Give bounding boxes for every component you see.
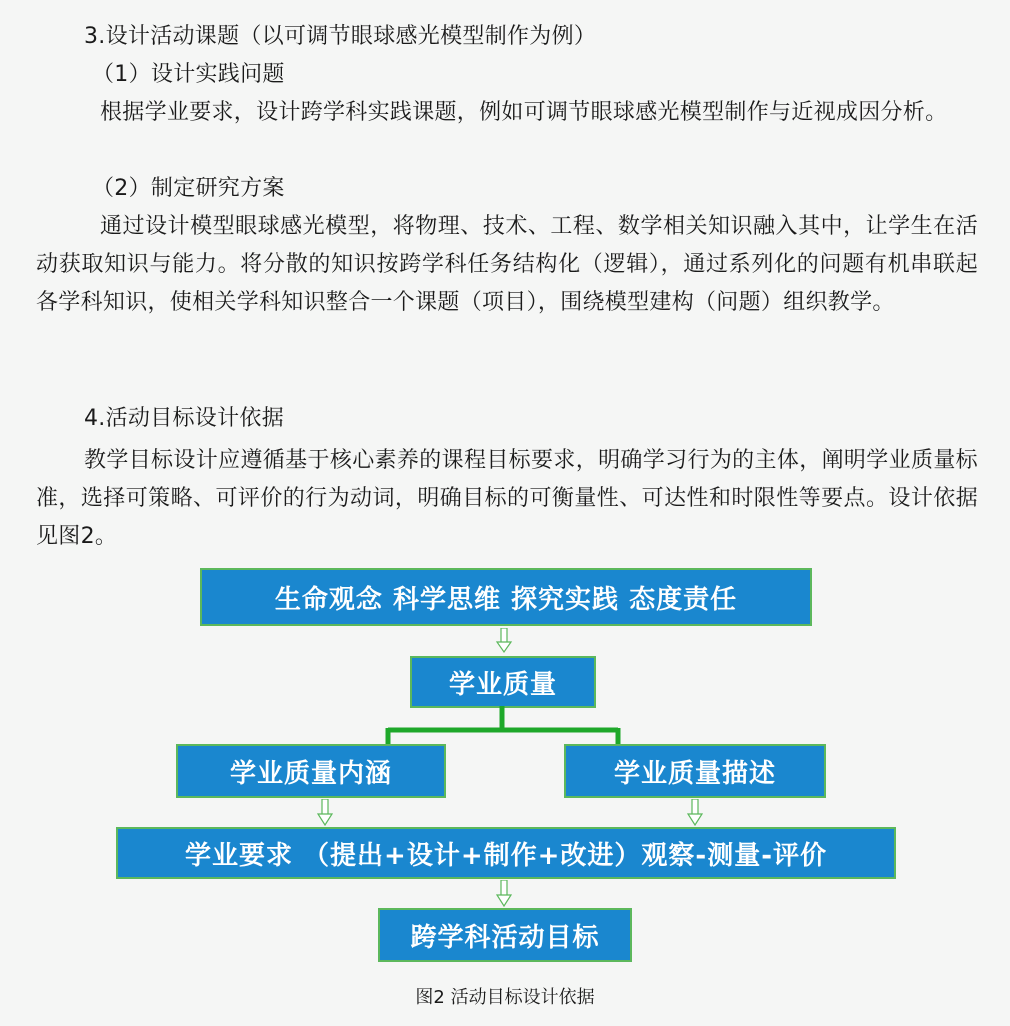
section4-heading: 4.活动目标设计依据: [84, 406, 284, 431]
branch-connector: [380, 706, 630, 746]
quality-description-box: 学业质量描述: [564, 744, 826, 798]
activity-goal-box: 跨学科活动目标: [378, 908, 632, 962]
arrow-down-icon: [495, 880, 515, 908]
quality-connotation-box: 学业质量内涵: [176, 744, 446, 798]
academic-requirement-box: 学业要求 （提出+设计+制作+改进）观察-测量-评价: [116, 827, 896, 879]
section3-para1: 根据学业要求，设计跨学科实践课题，例如可调节眼球感光模型制作与近视成因分析。: [100, 100, 948, 125]
core-literacy-box: 生命观念 科学思维 探究实践 态度责任: [200, 568, 812, 626]
arrow-down-icon: [495, 628, 515, 654]
section3-para2: 通过设计模型眼球感光模型，将物理、技术、工程、数学相关知识融入其中，让学生在活动获取知识与能力。将分散的知识按跨学科任务结构化（逻辑），通过系列化的问题有机串联起各学科知识，使相关学科知识整合一个课题（项目），围绕模型建构（问题）组织教学。: [36, 214, 978, 315]
section3-sub1: （1）设计实践问题: [92, 62, 285, 87]
academic-quality-box: 学业质量: [410, 656, 596, 708]
section3-heading: 3.设计活动课题（以可调节眼球感光模型制作为例）: [84, 24, 597, 49]
figure-caption: 图2 活动目标设计依据: [415, 987, 595, 1008]
arrow-down-icon: [686, 799, 706, 827]
arrow-down-icon: [316, 799, 336, 827]
section4-para: 教学目标设计应遵循基于核心素养的课程目标要求，明确学习行为的主体，阐明学业质量标准，选择可策略、可评价的行为动词，明确目标的可衡量性、可达性和时限性等要点。设计依据见图2。: [36, 448, 978, 549]
section3-sub2: （2）制定研究方案: [92, 176, 285, 201]
